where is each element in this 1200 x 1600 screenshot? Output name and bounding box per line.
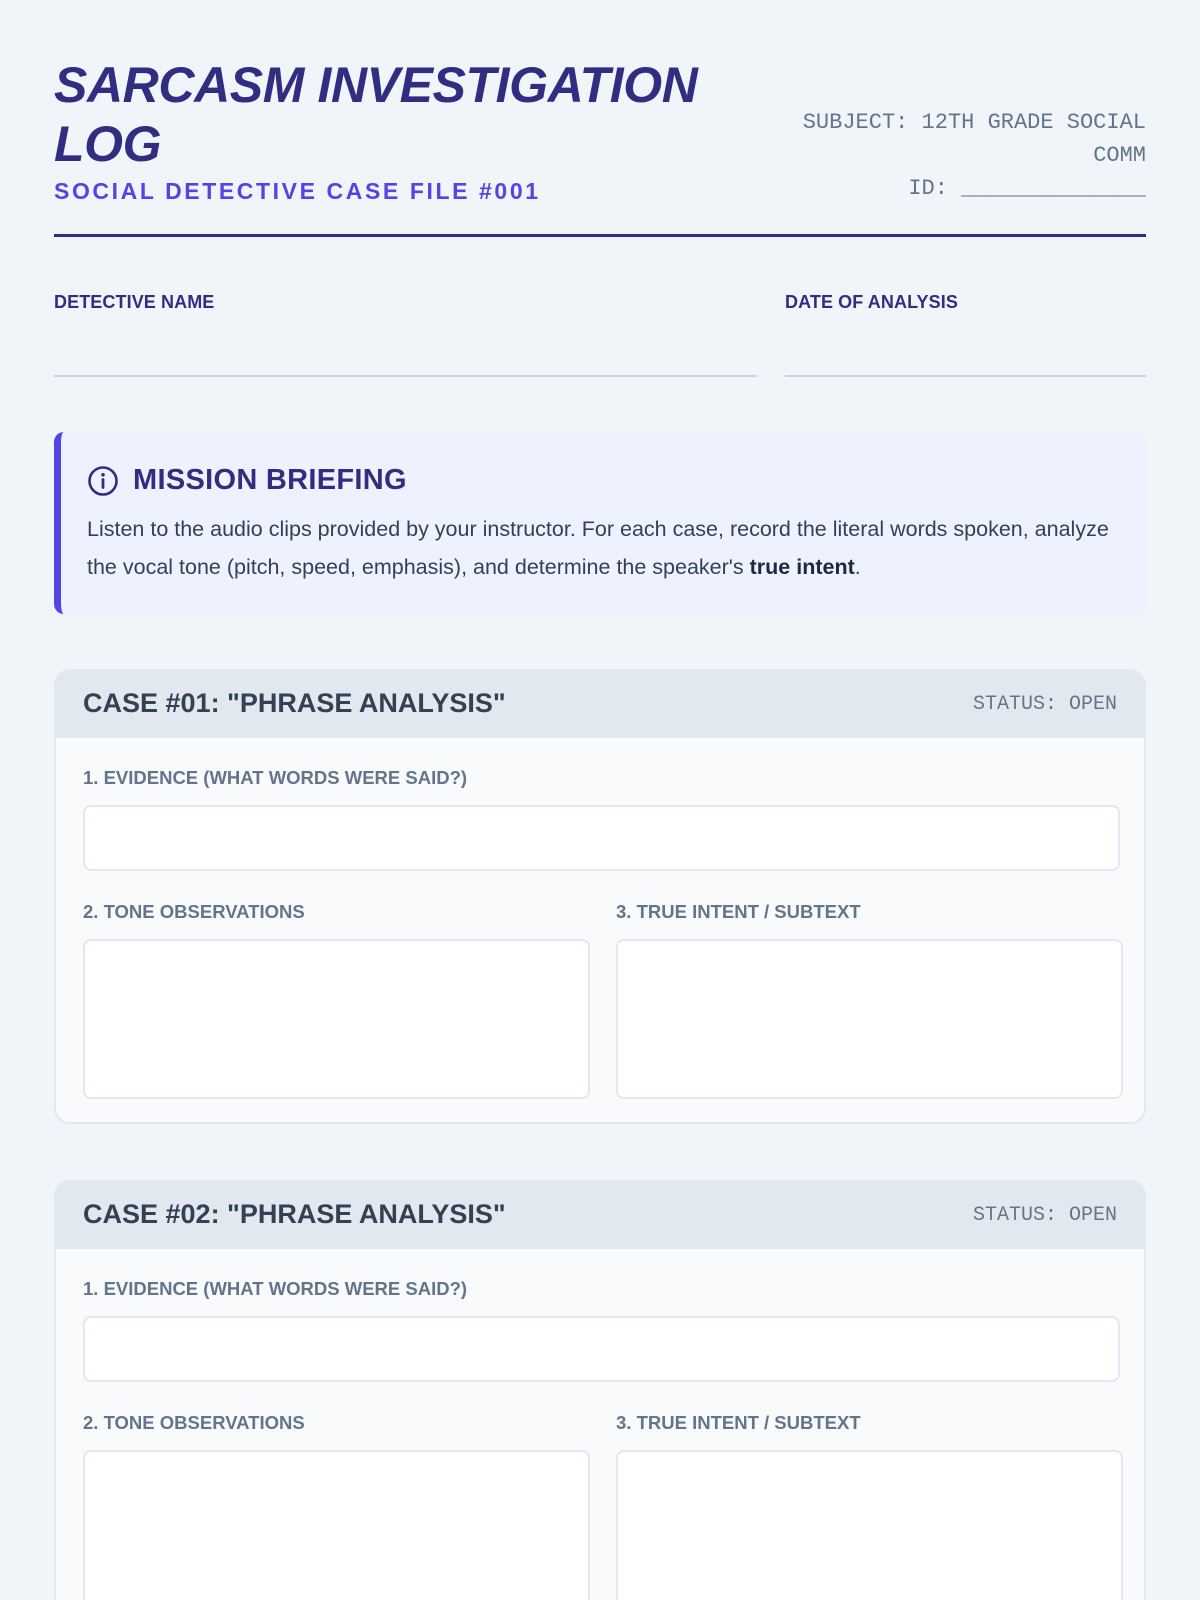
true-intent-input[interactable] — [616, 1450, 1123, 1600]
case-card — [54, 1180, 1146, 1600]
case-file-subtitle: SOCIAL DETECTIVE CASE FILE #001 — [54, 178, 541, 204]
true-intent-label: 3. TRUE INTENT / SUBTEXT — [616, 901, 861, 922]
case-title: CASE #01: "PHRASE ANALYSIS" — [83, 688, 506, 718]
page-title: SARCASM INVESTIGATION LOG — [54, 57, 698, 172]
briefing-title: MISSION BRIEFING — [133, 464, 407, 496]
case-card — [54, 669, 1146, 1124]
briefing-text — [87, 510, 1118, 586]
briefing-text-emphasis: true intent — [749, 555, 855, 579]
detective-name-line[interactable] — [54, 375, 757, 377]
case-title: CASE #02: "PHRASE ANALYSIS" — [83, 1199, 506, 1229]
header-meta — [766, 106, 1146, 205]
id-field[interactable]: ID: ______________ — [908, 176, 1146, 201]
briefing-text-main: Listen to the audio clips provided by your instructor. For each case, record the literal words spoken, analyze the vocal tone (pitch, speed, emphasis), and determine the speaker's — [87, 517, 1109, 579]
briefing-heading — [87, 464, 407, 497]
case-status: STATUS: OPEN — [972, 1204, 1117, 1227]
true-intent-label: 3. TRUE INTENT / SUBTEXT — [616, 1412, 861, 1433]
page-header — [54, 52, 1146, 237]
detective-name-field[interactable] — [54, 292, 757, 313]
case-status: STATUS: OPEN — [972, 693, 1117, 716]
evidence-input[interactable] — [83, 805, 1120, 871]
true-intent-input[interactable] — [616, 939, 1123, 1099]
subject-label: SUBJECT: 12TH GRADE SOCIAL COMM — [802, 110, 1146, 168]
tone-observations-input[interactable] — [83, 939, 590, 1099]
date-of-analysis-field[interactable] — [785, 292, 1146, 313]
briefing-text-end: . — [854, 555, 861, 579]
tone-observations-label: 2. TONE OBSERVATIONS — [83, 901, 305, 922]
evidence-label: 1. EVIDENCE (WHAT WORDS WERE SAID?) — [83, 1278, 468, 1299]
tone-observations-input[interactable] — [83, 1450, 590, 1600]
evidence-label: 1. EVIDENCE (WHAT WORDS WERE SAID?) — [83, 767, 468, 788]
case-header — [56, 671, 1144, 738]
detective-name-label: DETECTIVE NAME — [54, 292, 215, 312]
case-header — [56, 1182, 1144, 1249]
info-icon — [87, 465, 119, 497]
date-of-analysis-line[interactable] — [785, 375, 1146, 377]
mission-briefing — [54, 432, 1146, 614]
tone-observations-label: 2. TONE OBSERVATIONS — [83, 1412, 305, 1433]
evidence-input[interactable] — [83, 1316, 1120, 1382]
date-of-analysis-label: DATE OF ANALYSIS — [785, 292, 958, 312]
